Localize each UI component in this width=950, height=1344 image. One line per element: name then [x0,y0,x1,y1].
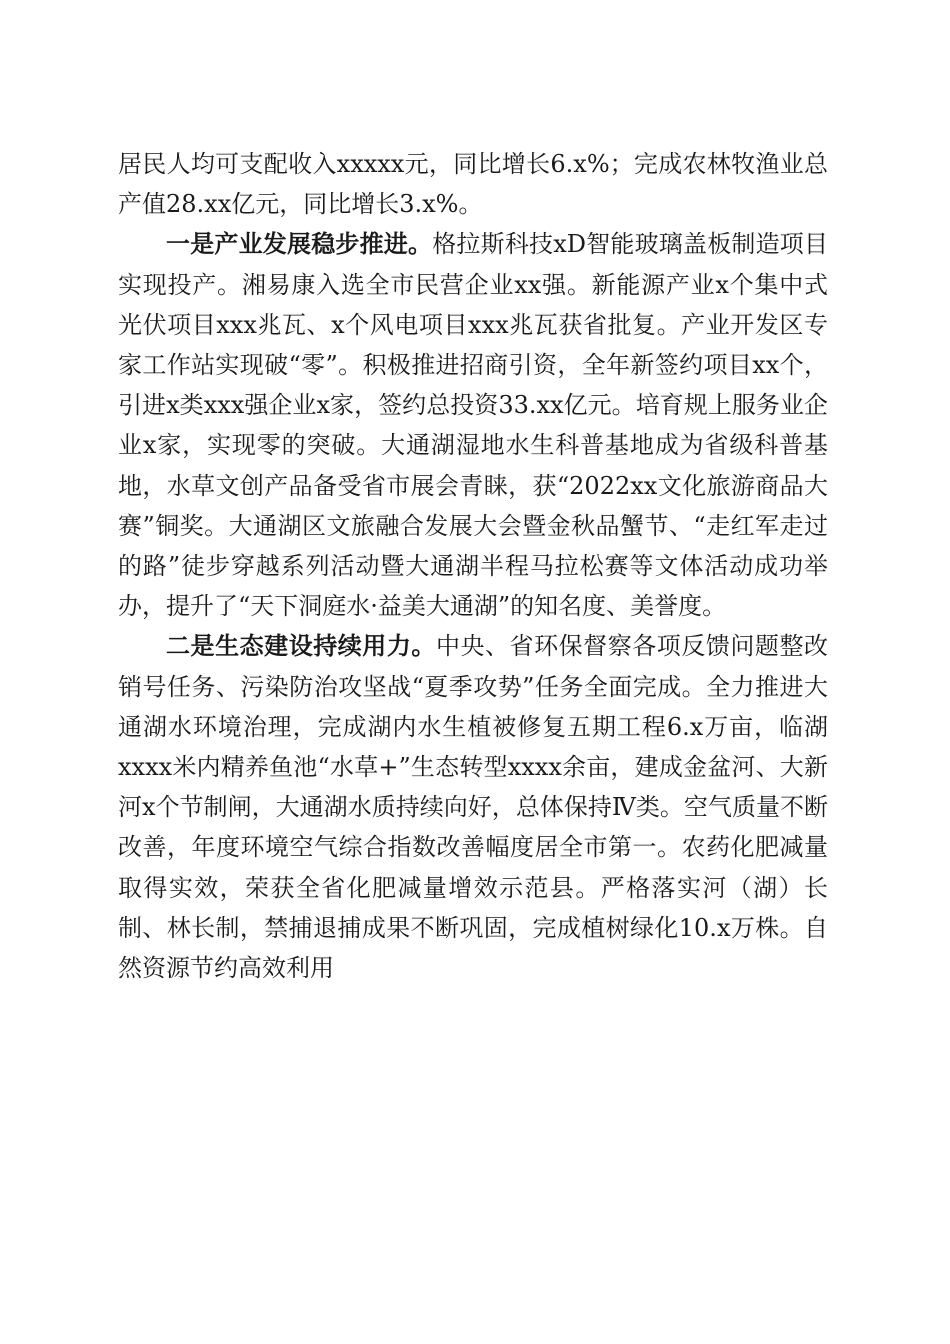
paragraph-text: 中央、省环保督察各项反馈问题整改销号任务、污染防治攻坚战“夏季攻势”任务全面完成。全力推进大通湖水环境治理，完成湖内水生植被修复五期工程6.x万亩，临湖xxxx米内精养鱼池“水草+”生态转型xxxx余亩，建成金盆河、大新河x个节制闸，大通湖水质持续向好，总体保持Ⅳ类。空气质量不断改善，年度环境空气综合指数改善幅度居全市第一。农药化肥减量取得实效，荣获全省化肥减量增效示范县。严格落实河（湖）长制、林长制，禁捕退捕成果不断巩固，完成植树绿化10.x万株。自然资源节约高效利用 [118,632,829,983]
paragraph-lead-heading: 二是生态建设持续用力。 [166,631,436,661]
paragraph-industry-development [118,224,828,626]
paragraph-ecological-construction [118,626,828,988]
paragraph-text: 格拉斯科技xD智能玻璃盖板制造项目实现投产。湘易康入选全市民营企业xx强。新能源产业x个集中式光伏项目xxx兆瓦、x个风电项目xxx兆瓦获省批复。产业开发区专家工作站实现破“零”。积极推进招商引资，全年新签约项目xx个，引进x类xxx强企业x家，签约总投资33.xx亿元。培育规上服务业企业x家，实现零的突破。大通湖湿地水生科普基地成为省级科普基地，水草文创产品备受省市展会青睐，获“2022xx文化旅游商品大赛”铜奖。大通湖区文旅融合发展大会暨金秋品蟹节、“走红军走过的路”徒步穿越系列活动暨大通湖半程马拉松赛等文体活动成功举办，提升了“天下洞庭水·益美大通湖”的知名度、美誉度。 [118,230,829,621]
paragraph-income-summary [118,144,828,224]
body-text [118,144,828,988]
paragraph-lead-heading: 一是产业发展稳步推进。 [166,229,433,259]
paragraph-text: 居民人均可支配收入xxxxx元，同比增长6.x%；完成农林牧渔业总产值28.xx亿元，同比增长3.x%。 [118,150,828,219]
